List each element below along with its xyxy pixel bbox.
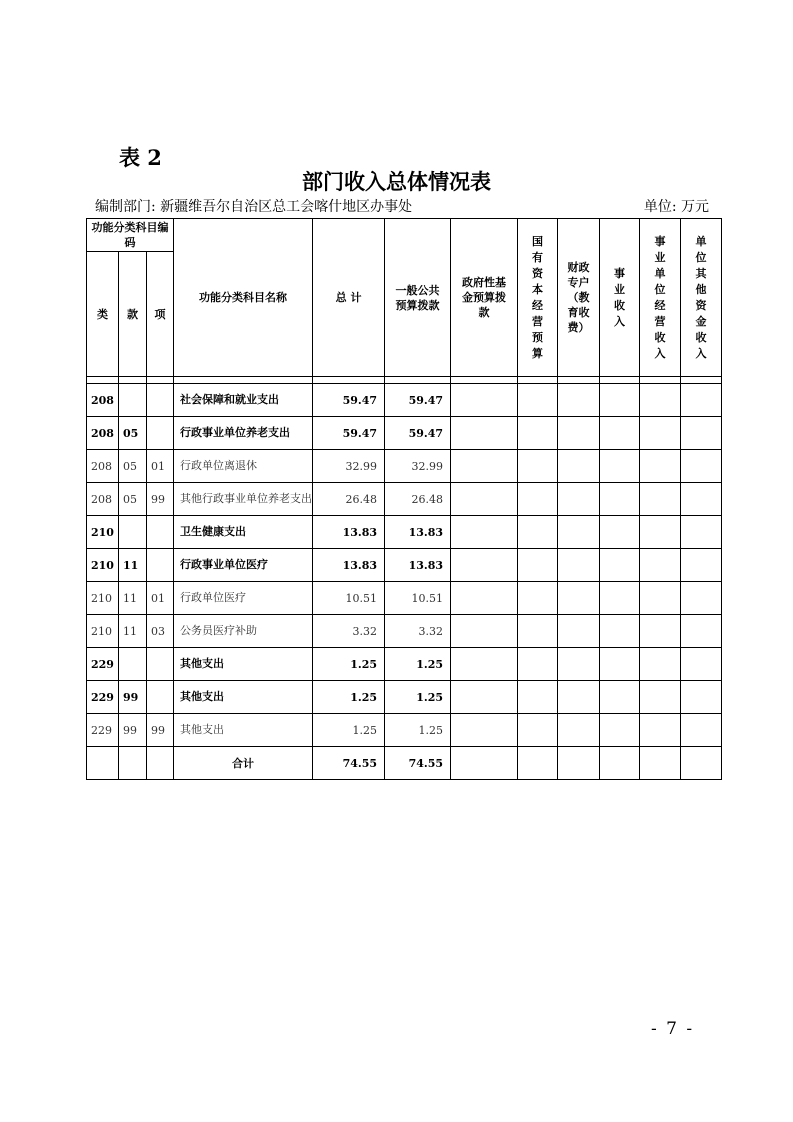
cell-empty	[518, 417, 558, 450]
unit-line: 单位: 万元	[643, 199, 709, 215]
header-general-budget: 一般公共预算拨款	[385, 219, 451, 377]
cell-total: 59.47	[313, 417, 385, 450]
cell-empty	[518, 615, 558, 648]
cell-total: 59.47	[313, 384, 385, 417]
department-line: 编制部门: 新疆维吾尔自治区总工会喀什地区办事处	[95, 199, 413, 215]
cell-total: 32.99	[313, 450, 385, 483]
cell-lei: 229	[87, 648, 119, 681]
cell-empty	[558, 450, 600, 483]
cell-empty	[600, 549, 640, 582]
cell-kuan: 05	[119, 483, 147, 516]
total-row	[87, 747, 722, 780]
cell-empty	[681, 549, 722, 582]
cell-empty	[518, 483, 558, 516]
cell-kuan	[119, 516, 147, 549]
cell-empty	[558, 483, 600, 516]
cell-empty	[681, 516, 722, 549]
header-other-income: 单位其他资金收入	[681, 219, 722, 377]
cell-empty	[451, 681, 518, 714]
cell-empty	[681, 483, 722, 516]
cell-empty	[558, 417, 600, 450]
cell-kuan: 99	[119, 681, 147, 714]
cell-lei: 210	[87, 615, 119, 648]
table-row	[87, 648, 722, 681]
cell-empty	[558, 549, 600, 582]
header-fiscal-special: 财政专户（教育收费）	[558, 219, 600, 377]
cell-kuan: 99	[119, 714, 147, 747]
cell-empty	[640, 384, 681, 417]
cell-kuan: 11	[119, 582, 147, 615]
header-xiang: 项	[147, 252, 174, 377]
cell-empty	[558, 582, 600, 615]
table-row	[87, 516, 722, 549]
cell-lei: 208	[87, 483, 119, 516]
cell-empty	[600, 450, 640, 483]
cell-empty	[640, 747, 681, 780]
cell-general-budget: 59.47	[385, 384, 451, 417]
header-lei: 类	[87, 252, 119, 377]
table-row	[87, 681, 722, 714]
cell-empty	[600, 681, 640, 714]
income-table	[86, 218, 722, 780]
table-row	[87, 450, 722, 483]
cell-empty	[451, 417, 518, 450]
cell-empty	[451, 450, 518, 483]
cell-empty	[451, 747, 518, 780]
table-row	[87, 384, 722, 417]
cell-empty	[681, 648, 722, 681]
cell-empty	[518, 648, 558, 681]
header-total: 总 计	[313, 219, 385, 377]
cell-general-budget: 1.25	[385, 648, 451, 681]
cell-empty	[451, 714, 518, 747]
cell-empty	[600, 417, 640, 450]
cell-general-budget: 32.99	[385, 450, 451, 483]
table-row	[87, 483, 722, 516]
cell-empty	[451, 483, 518, 516]
cell-name: 其他支出	[174, 648, 313, 681]
cell-lei: 208	[87, 384, 119, 417]
table-row	[87, 549, 722, 582]
cell-empty	[640, 615, 681, 648]
cell-empty	[600, 483, 640, 516]
cell-empty	[600, 384, 640, 417]
cell-empty	[558, 648, 600, 681]
header-kuan: 款	[119, 252, 147, 377]
cell-empty	[600, 615, 640, 648]
cell-empty	[600, 747, 640, 780]
cell-xiang	[147, 516, 174, 549]
cell-name: 行政事业单位医疗	[174, 549, 313, 582]
cell-total: 13.83	[313, 549, 385, 582]
cell-general-budget: 1.25	[385, 714, 451, 747]
header-business-unit-income: 事业单位经营收入	[640, 219, 681, 377]
cell-xiang	[147, 681, 174, 714]
cell-empty	[681, 615, 722, 648]
cell-empty	[681, 417, 722, 450]
cell-lei: 210	[87, 549, 119, 582]
cell-total: 1.25	[313, 714, 385, 747]
cell-empty	[640, 714, 681, 747]
header-func-code: 功能分类科目编码	[87, 219, 174, 252]
header-business-income: 事业收入	[600, 219, 640, 377]
cell-empty	[558, 714, 600, 747]
cell-name: 行政单位医疗	[174, 582, 313, 615]
cell-empty	[451, 582, 518, 615]
header-func-name: 功能分类科目名称	[174, 219, 313, 377]
cell-kuan: 05	[119, 417, 147, 450]
cell-kuan	[119, 384, 147, 417]
cell-empty	[640, 648, 681, 681]
cell-empty	[518, 582, 558, 615]
cell-empty	[640, 417, 681, 450]
cell-total: 10.51	[313, 582, 385, 615]
header-gov-fund: 政府性基金预算拨款	[451, 219, 518, 377]
cell-name: 其他支出	[174, 714, 313, 747]
cell-empty	[600, 714, 640, 747]
cell-xiang	[147, 417, 174, 450]
cell-total: 3.32	[313, 615, 385, 648]
cell-xiang	[147, 384, 174, 417]
cell-general-budget: 13.83	[385, 549, 451, 582]
cell-empty	[518, 516, 558, 549]
cell-lei: 208	[87, 450, 119, 483]
table-label: 表 2	[119, 145, 162, 170]
cell-total: 26.48	[313, 483, 385, 516]
table-row	[87, 615, 722, 648]
cell-xiang: 03	[147, 615, 174, 648]
total-sum: 74.55	[313, 747, 385, 780]
spacer-row	[87, 377, 722, 384]
table-row	[87, 582, 722, 615]
cell-empty	[640, 681, 681, 714]
cell-empty	[518, 549, 558, 582]
cell-kuan	[119, 648, 147, 681]
cell-empty	[518, 747, 558, 780]
cell-empty	[518, 384, 558, 417]
cell-general-budget: 26.48	[385, 483, 451, 516]
cell-empty	[640, 450, 681, 483]
cell-general-budget: 1.25	[385, 681, 451, 714]
cell-name: 公务员医疗补助	[174, 615, 313, 648]
table-row	[87, 417, 722, 450]
cell-lei: 229	[87, 681, 119, 714]
cell-lei: 208	[87, 417, 119, 450]
cell-empty	[640, 516, 681, 549]
cell-xiang: 99	[147, 483, 174, 516]
cell-empty	[558, 516, 600, 549]
cell-xiang	[147, 648, 174, 681]
cell-empty	[518, 714, 558, 747]
cell-xiang: 99	[147, 714, 174, 747]
cell-empty	[451, 615, 518, 648]
cell-name: 行政单位离退休	[174, 450, 313, 483]
cell-empty	[600, 516, 640, 549]
cell-total: 1.25	[313, 681, 385, 714]
cell-empty	[681, 384, 722, 417]
cell-empty	[640, 483, 681, 516]
total-label: 合计	[174, 747, 313, 780]
cell-name: 社会保障和就业支出	[174, 384, 313, 417]
cell-name: 其他支出	[174, 681, 313, 714]
cell-empty	[451, 516, 518, 549]
cell-name: 其他行政事业单位养老支出	[174, 483, 313, 516]
cell-empty	[451, 384, 518, 417]
cell-empty	[558, 681, 600, 714]
cell-name: 行政事业单位养老支出	[174, 417, 313, 450]
cell-kuan: 11	[119, 549, 147, 582]
cell-kuan: 05	[119, 450, 147, 483]
cell-xiang	[147, 549, 174, 582]
cell-empty	[518, 681, 558, 714]
cell-empty	[640, 582, 681, 615]
cell-empty	[451, 549, 518, 582]
cell-general-budget: 59.47	[385, 417, 451, 450]
cell-empty	[518, 450, 558, 483]
cell-lei: 229	[87, 714, 119, 747]
cell-lei: 210	[87, 516, 119, 549]
cell-empty	[681, 747, 722, 780]
page-title: 部门收入总体情况表	[302, 169, 491, 194]
cell-empty	[558, 384, 600, 417]
cell-general-budget: 3.32	[385, 615, 451, 648]
cell-empty	[681, 714, 722, 747]
cell-empty	[558, 747, 600, 780]
cell-total: 1.25	[313, 648, 385, 681]
total-general-budget: 74.55	[385, 747, 451, 780]
cell-general-budget: 10.51	[385, 582, 451, 615]
cell-empty	[600, 582, 640, 615]
cell-kuan: 11	[119, 615, 147, 648]
cell-empty	[147, 747, 174, 780]
cell-xiang: 01	[147, 582, 174, 615]
cell-empty	[681, 450, 722, 483]
cell-empty	[451, 648, 518, 681]
cell-empty	[681, 681, 722, 714]
cell-general-budget: 13.83	[385, 516, 451, 549]
cell-total: 13.83	[313, 516, 385, 549]
header-state-capital: 国有资本经营预算	[518, 219, 558, 377]
cell-lei: 210	[87, 582, 119, 615]
cell-xiang: 01	[147, 450, 174, 483]
cell-empty	[640, 549, 681, 582]
cell-empty	[558, 615, 600, 648]
cell-empty	[87, 747, 119, 780]
cell-empty	[681, 582, 722, 615]
page-number: - 7 -	[651, 1019, 695, 1039]
cell-name: 卫生健康支出	[174, 516, 313, 549]
cell-empty	[600, 648, 640, 681]
cell-empty	[119, 747, 147, 780]
table-row	[87, 714, 722, 747]
